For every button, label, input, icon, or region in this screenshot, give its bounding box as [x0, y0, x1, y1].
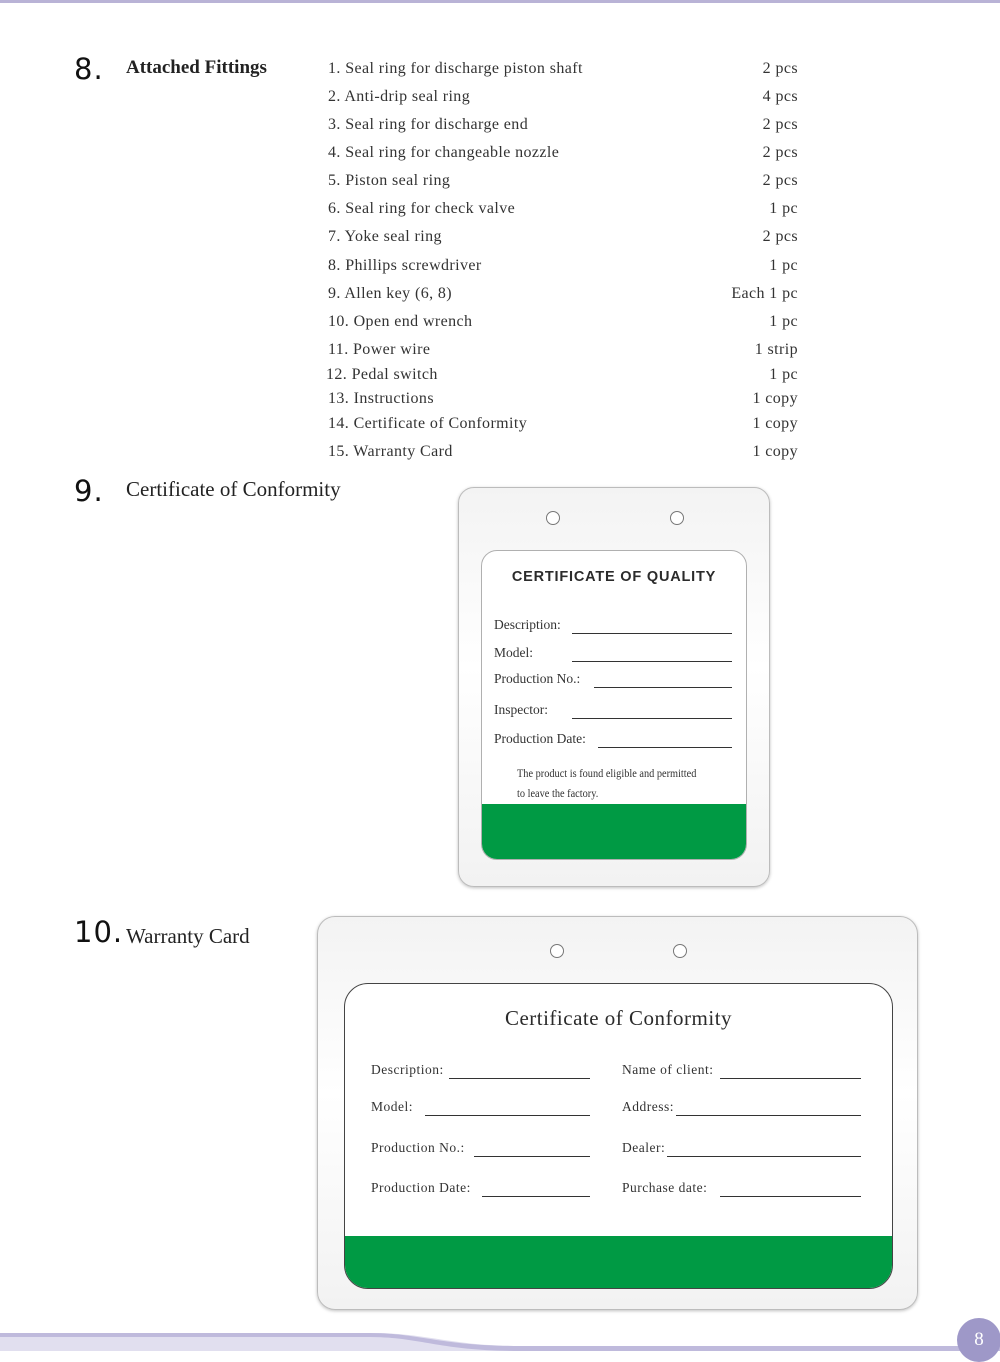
item-label: 4. Seal ring for changeable nozzle: [328, 144, 560, 161]
item-qty: 1 pc: [769, 257, 798, 274]
item-qty: 1 copy: [752, 415, 798, 432]
production-no-field: [494, 671, 732, 691]
item-label: 13. Instructions: [328, 390, 434, 407]
list-item: [326, 366, 798, 390]
production-date-field: [494, 731, 732, 751]
field-line: [720, 1078, 861, 1079]
field-label: Description:: [371, 1062, 444, 1077]
production-no-field: [371, 1140, 590, 1160]
item-qty: 4 pcs: [762, 88, 798, 105]
item-qty: 1 copy: [752, 390, 798, 407]
list-item: [328, 200, 798, 224]
model-field: [494, 645, 732, 665]
item-label: 1. Seal ring for discharge piston shaft: [328, 60, 583, 77]
list-item: [328, 116, 798, 140]
field-label: Purchase date:: [622, 1180, 708, 1195]
field-label: Description:: [494, 617, 561, 632]
item-qty: 2 pcs: [762, 144, 798, 161]
item-label: 6. Seal ring for check valve: [328, 200, 516, 217]
field-line: [572, 661, 732, 662]
field-line: [667, 1156, 861, 1157]
description-field: [371, 1062, 590, 1082]
item-qty: 1 copy: [752, 443, 798, 460]
item-label: 8. Phillips screwdriver: [328, 257, 482, 274]
list-item: [328, 313, 798, 337]
list-item: [328, 144, 798, 168]
field-line: [720, 1196, 861, 1197]
item-label: 5. Piston seal ring: [328, 172, 451, 189]
section-8-title: Attached Fittings: [126, 57, 267, 78]
list-item: [328, 285, 798, 309]
item-label: 9. Allen key (6, 8): [328, 285, 453, 302]
item-label: 3. Seal ring for discharge end: [328, 116, 529, 133]
field-label: Name of client:: [622, 1062, 714, 1077]
item-qty: 1 pc: [769, 313, 798, 330]
field-label: Model:: [371, 1099, 413, 1114]
item-qty: 1 strip: [754, 341, 798, 358]
punch-hole-left: [546, 511, 560, 525]
field-line: [676, 1115, 861, 1116]
list-item: [328, 228, 798, 252]
card-title: Certificate of Conformity: [504, 1006, 733, 1030]
item-qty: Each 1 pc: [731, 285, 798, 302]
card-inner-panel: [481, 550, 747, 860]
item-label: 12. Pedal switch: [326, 366, 438, 383]
punch-hole-left: [550, 944, 564, 958]
field-label: Inspector:: [494, 702, 548, 717]
item-label: 7. Yoke seal ring: [328, 228, 442, 245]
field-line: [572, 718, 732, 719]
warranty-card: [317, 916, 918, 1310]
field-label: Production No.:: [371, 1140, 465, 1155]
list-item: [328, 443, 798, 467]
card-inner-panel: [344, 983, 893, 1289]
item-label: 2. Anti-drip seal ring: [328, 88, 471, 105]
field-line: [594, 687, 732, 688]
top-rule: [0, 0, 1000, 3]
note-line: The product is found eligible and permitted: [517, 766, 697, 780]
section-10-number: 10.: [74, 915, 124, 949]
punch-hole-right: [670, 511, 684, 525]
green-band: [482, 804, 746, 859]
section-9-title: Certificate of Conformity: [126, 477, 341, 501]
field-label: Model:: [494, 645, 533, 660]
field-line: [572, 633, 732, 634]
item-qty: 2 pcs: [762, 60, 798, 77]
item-qty: 1 pc: [769, 366, 798, 383]
field-line: [474, 1156, 590, 1157]
section-9-number: 9.: [74, 474, 104, 508]
item-label: 14. Certificate of Conformity: [328, 415, 528, 432]
footer-wave: [0, 1318, 1000, 1362]
field-label: Dealer:: [622, 1140, 666, 1155]
purchase-date-field: [622, 1180, 861, 1200]
section-10-title: Warranty Card: [126, 924, 250, 948]
address-field: [622, 1099, 861, 1119]
punch-hole-right: [673, 944, 687, 958]
description-field: [494, 617, 732, 637]
list-item: [328, 390, 798, 414]
page-number-badge: 8: [957, 1318, 1000, 1362]
field-label: Production Date:: [494, 731, 586, 746]
item-label: 11. Power wire: [328, 341, 431, 358]
section-8-number: 8.: [74, 52, 104, 86]
item-qty: 2 pcs: [762, 228, 798, 245]
certificate-of-quality-card: [458, 487, 770, 887]
field-label: Address:: [622, 1099, 674, 1114]
field-line: [449, 1078, 590, 1079]
inspector-field: [494, 702, 732, 722]
field-line: [482, 1196, 590, 1197]
card-title: CERTIFICATE OF QUALITY: [511, 569, 717, 585]
item-qty: 1 pc: [769, 200, 798, 217]
note-line: to leave the factory.: [517, 786, 599, 800]
field-label: Production No.:: [494, 671, 581, 686]
model-field: [371, 1099, 590, 1119]
factory-note: [517, 763, 702, 803]
list-item: [328, 60, 798, 84]
green-band: [345, 1236, 892, 1288]
name-of-client-field: [622, 1062, 861, 1082]
field-line: [598, 747, 732, 748]
list-item: [328, 341, 798, 365]
list-item: [328, 88, 798, 112]
field-line: [425, 1115, 590, 1116]
list-item: [328, 257, 798, 281]
item-label: 10. Open end wrench: [328, 313, 473, 330]
item-qty: 2 pcs: [762, 116, 798, 133]
field-label: Production Date:: [371, 1180, 471, 1195]
item-label: 15. Warranty Card: [328, 443, 453, 460]
production-date-field: [371, 1180, 590, 1200]
item-qty: 2 pcs: [762, 172, 798, 189]
list-item: [328, 172, 798, 196]
list-item: [328, 415, 798, 439]
dealer-field: [622, 1140, 861, 1160]
